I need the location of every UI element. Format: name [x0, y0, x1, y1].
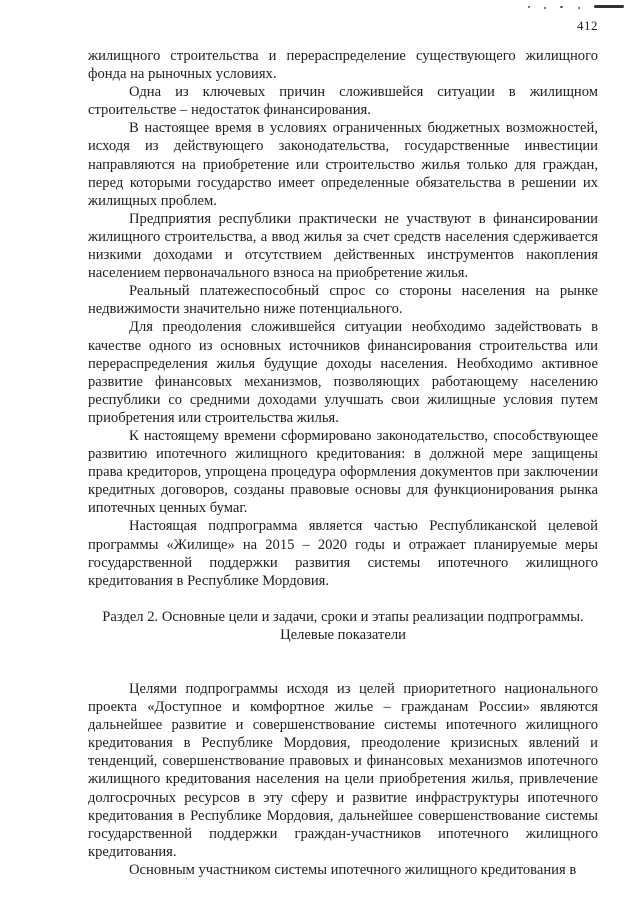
main-text	[88, 47, 598, 879]
paragraph: Настоящая подпрограмма является частью Республиканской целевой программы «Жилище» на 2015 – 2020 годы и отражает планируемые меры государственной поддержки развития системы ипотечного жилищного кредитования в Республике Мордовия.	[88, 518, 598, 589]
paragraph: Одна из ключевых причин сложившейся ситуации в жилищном строительстве – недостаток финансирования.	[88, 84, 598, 119]
scan-artifact	[520, 2, 640, 12]
paragraph: жилищного строительства и перераспределение существующего жилищного фонда на рыночных условиях.	[88, 48, 598, 83]
section-heading-line-2: Целевые показатели	[280, 626, 406, 643]
paragraph: Основным участником системы ипотечного жилищного кредитования в	[129, 861, 577, 878]
paragraph: Целями подпрограммы исходя из целей приоритетного национального проекта «Доступное и комфортное жилье – гражданам России» являются дальнейшее развитие и совершенствование системы ипотечного жилищного кредитования в Республике Мордовия, преодоление кризисных явлений и тенденций, совершенствование правовых и финансовых механизмов ипотечного жилищного кредитования населения на цели приобретения жилья, привлечение долгосрочных ресурсов в эту сферу и развитие инфраструктуры ипотечного кредитования в Республике Мордовия, дальнейшее совершенствование системы государственной поддержки граждан-участников ипотечного жилищного кредитования.	[88, 681, 598, 860]
paragraph: К настоящему времени сформировано законодательство, способствующее развитию ипотечного жилищного кредитования: в должной мере защищены права кредиторов, упрощена процедура оформления документов при заключении кредитных договоров, созданы правовые основы для функционирования рынка ипотечных ценных бумаг.	[88, 427, 598, 517]
page-number: 412	[577, 18, 598, 33]
scan-speck	[186, 878, 187, 879]
paragraph: Реальный платежеспособный спрос со стороны населения на рынке недвижимости значительно ниже потенциального.	[88, 283, 598, 318]
paragraph: В настоящее время в условиях ограниченных бюджетных возможностей, исходя из действующего законодательства, государственные инвестиции направляются на приобретение или строительство жилья только для граждан, перед которыми государство имеет определенные обязательства в решении их жилищных проблем.	[88, 120, 598, 209]
paragraph: Для преодоления сложившейся ситуации необходимо задействовать в качестве одного из основных источников финансирования строительства или перераспределения жилья будущие доходы населения. Необходимо активное развитие финансовых механизмов, позволяющих работающему населению республики со средними доходами улучшать свои жилищные условия путем приобретения или строительства жилья.	[88, 319, 598, 426]
section-heading-line-1: Раздел 2. Основные цели и задачи, сроки и этапы реализации подпрограммы.	[102, 608, 584, 625]
paragraph: Предприятия республики практически не участвуют в финансировании жилищного строительства, а ввод жилья за счет средств населения сдерживается низкими доходами и отсутствием действенных инструментов накопления населением первоначального взноса на приобретение жилья.	[88, 210, 598, 282]
